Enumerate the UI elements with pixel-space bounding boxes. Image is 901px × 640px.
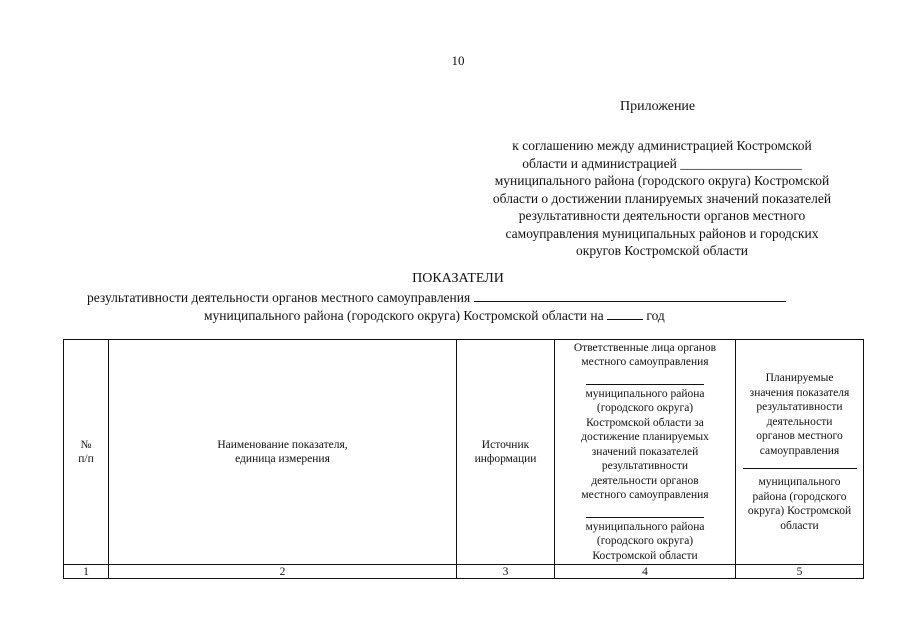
document-heading: ПОКАЗАТЕЛИ [412,271,504,286]
blank-line [586,503,704,518]
blank-line [586,370,704,385]
header-number: № п/п [64,340,109,565]
appendix-line: самоуправления муниципальных районов и городских [505,225,819,241]
header-responsible-persons: Ответственные лица органов местного самоуправления муниципального района (городского округа) Костромской области за достижение планируемых значений показателей результативности деятельности органов местного самоуправления муниципального района (городского округа) Костромской области [555,340,736,565]
appendix-line: области о достижении планируемых значений показателей [492,190,832,206]
appendix-description [462,137,862,260]
appendix-line: муниципального района (городского округа) Костромской [494,173,830,188]
appendix-line: результативности деятельности органов местного [518,208,806,223]
header-planned-values: Планируемые значения показателя результативности деятельности органов местного самоуправления муниципального района (городского округа) Костромской области [736,340,864,565]
table-header-row [64,340,864,565]
appendix-line: к соглашению между администрацией Костромской [512,138,812,153]
heading-subtitle-line-1 [87,289,786,306]
subtitle-year-label: год [646,308,665,323]
appendix-title: Приложение [620,99,696,114]
header-indicator-name: Наименование показателя, единица измерения [109,340,457,565]
column-number: 4 [555,565,736,579]
column-number: 5 [736,565,864,579]
appendix-line: области и администрацией __________________ [522,155,802,171]
subtitle-text: результативности деятельности органов местного самоуправления [87,290,471,305]
subtitle-text: муниципального района (городского округа) Костромской области на [204,308,604,323]
blank-line [743,458,857,469]
indicators-table [63,339,864,579]
blank-line-year [607,307,643,320]
column-number: 2 [109,565,457,579]
table-column-numbers-row [64,565,864,579]
header-source: Источник информации [457,340,555,565]
page-number: 10 [451,53,465,68]
column-number: 1 [64,565,109,579]
blank-line-municipality [474,289,786,302]
heading-subtitle-line-2 [204,307,665,324]
appendix-line: округов Костромской области [576,243,748,258]
column-number: 3 [457,565,555,579]
